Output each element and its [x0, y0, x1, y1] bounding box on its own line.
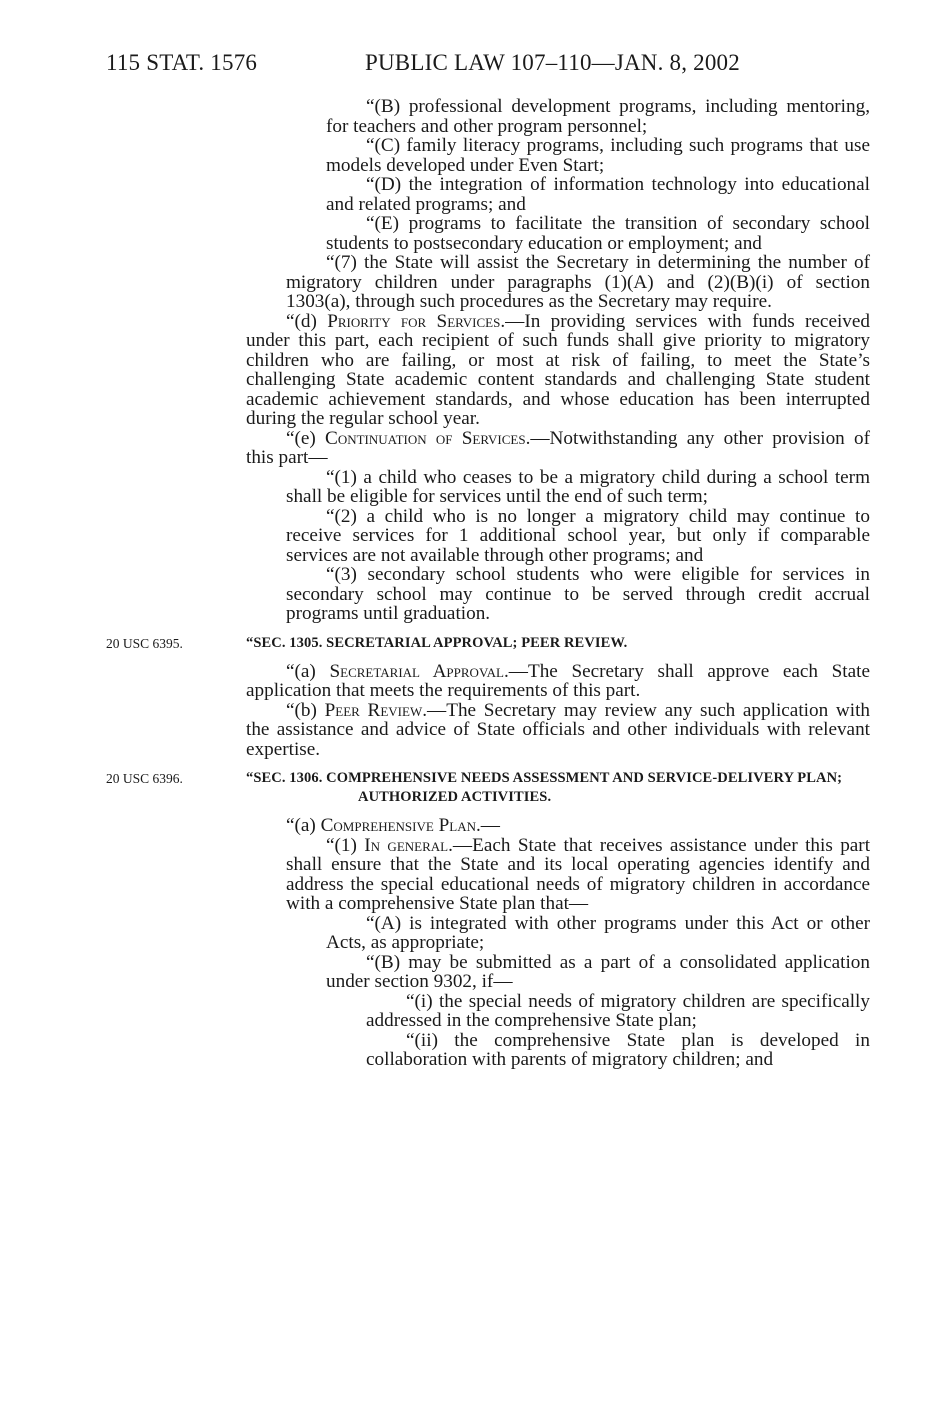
usc-citation-6395: 20 USC 6395. — [106, 635, 183, 651]
section-1306-clause-ii: “(ii) the comprehensive State plan is developed in collaboration with parents of migratory children; and — [366, 1029, 870, 1070]
paragraph-e: “(E) programs to facilitate the transition of secondary school students to postsecondary education or employment; and — [326, 213, 870, 254]
section-1306-a-heading: Comprehensive Plan — [320, 815, 476, 836]
law-reference: PUBLIC LAW 107–110—JAN. 8, 2002 — [365, 50, 740, 75]
section-1306-a-open: “(a) — [286, 815, 321, 836]
usc-citation-6396: 20 USC 6396. — [106, 771, 183, 786]
document-body — [106, 96, 871, 1070]
section-1305-a-text: .—The Secretary shall approve each State application that meets the requirements of this part. — [246, 660, 870, 701]
subsection-e-continuation — [246, 429, 870, 468]
continuation-item-1: “(1) a child who ceases to be a migratory child during a school term shall be eligible for services until the end of such term; — [286, 466, 870, 507]
continuation-item-2: “(2) a child who is no longer a migratory child may continue to receive services for 1 additional school year, but only if comparable services are not available through other programs; and — [286, 505, 870, 566]
section-1305-b-text: .—The Secretary may review any such application with the assistance and advice of State officials and other individuals with relevant expertise. — [246, 699, 870, 760]
subsection-e-text: .—Notwithstanding any other provision of this part— — [246, 427, 870, 468]
section-1306-p1-text: .—Each State that receives assistance under this part shall ensure that the State and its local operating agencies identify and address the special educational needs of migratory children in accordance with a comprehensive State plan that— — [286, 834, 871, 914]
section-1306-a — [246, 816, 870, 836]
section-1306-title: “SEC. 1306. COMPREHENSIVE NEEDS ASSESSMENT AND SERVICE-DELIVERY PLAN; AUTHORIZED ACTIVITIES. — [246, 770, 843, 805]
section-1305-a-heading: Secretarial Approval — [329, 660, 504, 682]
paragraph-c: “(C) family literacy programs, including such programs that use models developed under Even Start; — [326, 135, 870, 176]
page-reference: 115 STAT. 1576 — [106, 50, 258, 75]
subsection-d-priority — [246, 312, 870, 429]
paragraph-7: “(7) the State will assist the Secretary in determining the number of migratory children under paragraphs (1)(A) and (2)(B)(i) of section 1303(a), through such procedures as the Secretary may require. — [286, 252, 870, 312]
subsection-e-heading: Continuation of Services — [325, 427, 526, 449]
section-1306-clause-i: “(i) the special needs of migratory children are specifically addressed in the comprehensive State plan; — [366, 990, 870, 1031]
paragraph-b: “(B) professional development programs, including mentoring, for teachers and other program personnel; — [326, 96, 870, 137]
section-1305 — [106, 634, 870, 653]
paragraph-d: “(D) the integration of information technology into educational and related programs; and — [326, 174, 870, 215]
section-1306-p1-heading: In general — [364, 834, 449, 856]
section-1306-subpara-a: “(A) is integrated with other programs under this Act or other Acts, as appropriate; — [326, 912, 870, 953]
section-1305-title: “SEC. 1305. SECRETARIAL APPROVAL; PEER REVIEW. — [246, 634, 628, 651]
subsection-d-text: .—In providing services with funds received under this part, each recipient of such funds shall give priority to migratory children who are failing, or most at risk of failing, to meet the State’s challenging State academic content standards and challenging State student academic achievement standards, and whose education has been interrupted during the regular school year. — [246, 310, 871, 429]
section-1305-b — [246, 701, 870, 760]
section-1305-b-heading: Peer Review — [324, 699, 423, 721]
section-1306-paragraph-1 — [246, 836, 870, 914]
section-1306-a-dash: .— — [476, 815, 500, 836]
subsection-e-open: “(e) — [286, 427, 326, 449]
section-1306-subpara-b: “(B) may be submitted as a part of a consolidated application under section 9302, if— — [326, 951, 870, 992]
section-1305-a-open: “(a) — [286, 660, 330, 682]
subsection-d-heading: Priority for Services — [327, 310, 501, 332]
section-1305-a — [246, 662, 870, 701]
section-1306-p1-open: “(1) — [326, 834, 365, 856]
section-1306 — [106, 769, 870, 807]
subsection-d-open: “(d) — [286, 310, 328, 332]
continuation-item-3: “(3) secondary school students who were eligible for services in secondary school may continue to be served through credit accrual programs until graduation. — [286, 564, 870, 624]
section-1305-b-open: “(b) — [286, 699, 325, 721]
